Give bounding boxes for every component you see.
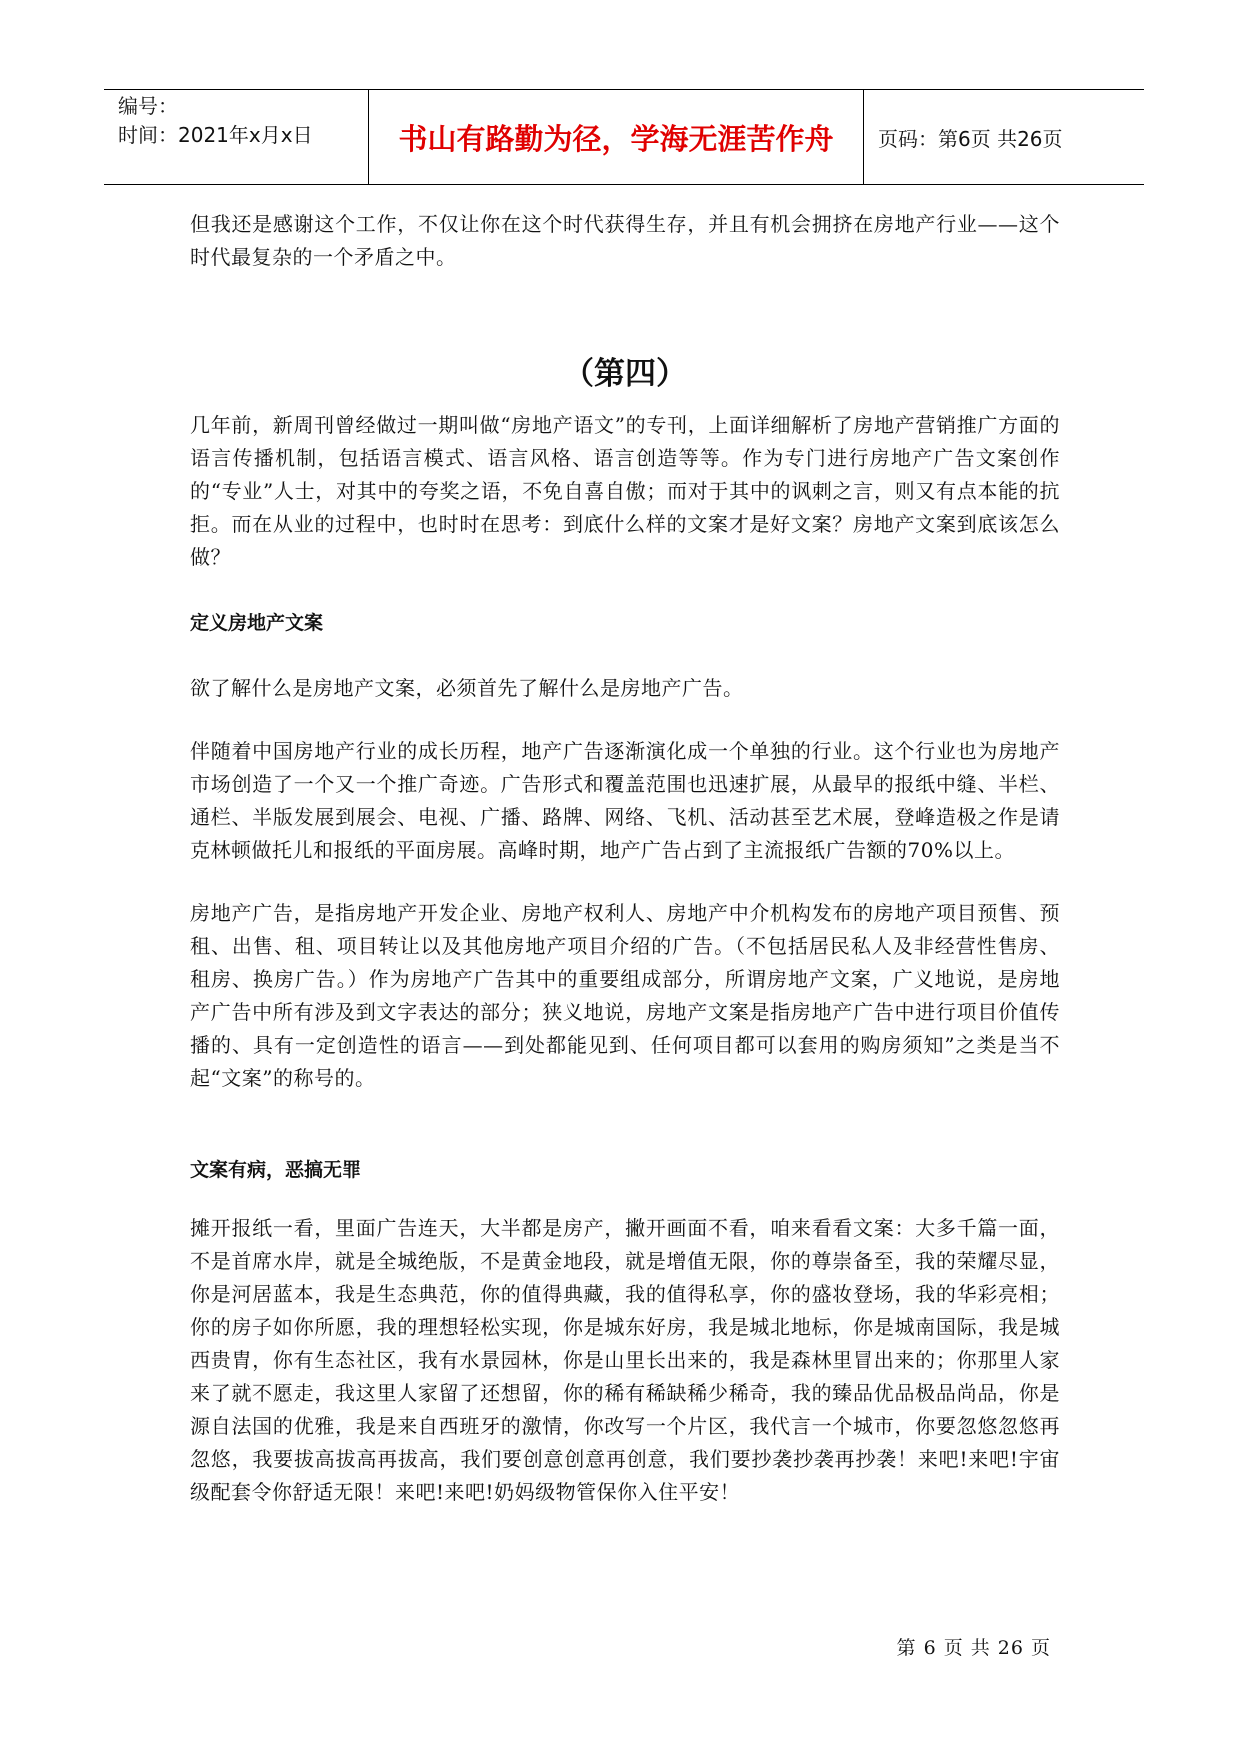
paragraph-satire: 摊开报纸一看，里面广告连天，大半都是房产，撇开画面不看，咱来看看文案：大多千篇一面，不是首席水岸，就是全城绝版，不是黄金地段，就是增值无限，你的尊崇备至，我的荣耀尽显，你是河居蓝本，我是生态典范，你的值得典藏，我的值得私享，你的盛妆登场，我的华彩亮相；你的房子如你所愿，我的理想轻松实现，你是城东好房，我是城北地标，你是城南国际，我是城西贵胄，你有生态社区，我有水景园林，你是山里长出来的，我是森林里冒出来的；你那里人家来了就不愿走，我这里人家留了还想留，你的稀有稀缺稀少稀奇，我的臻品优品极品尚品，你是源自法国的优雅，我是来自西班牙的激情，你改写一个片区，我代言一个城市，你要忽悠忽悠再忽悠，我要拔高拔高再拔高，我们要创意创意再创意，我们要抄袭抄袭再抄袭！来吧!来吧!宇宙级配套令你舒适无限！来吧!来吧!奶妈级物管保你入住平安！: [190, 1216, 1060, 1504]
chapter-title: （第四）: [563, 356, 687, 392]
paragraph-intro-essay: 几年前，新周刊曾经做过一期叫做“房地产语文”的专刊，上面详细解析了房地产营销推广方面的语言传播机制，包括语言模式、语言风格、语言创造等等。作为专门进行房地产广告文案创作的“专业”人士，对其中的夸奖之语，不免自喜自傲；而对于其中的讽刺之言，则又有点本能的抗拒。而在从业的过程中，也时时在思考：到底什么样的文案才是好文案？房地产文案到底该怎么做？: [190, 413, 1060, 569]
header-table: [104, 89, 1144, 185]
paragraph-industry-history: 伴随着中国房地产行业的成长历程，地产广告逐渐演化成一个单独的行业。这个行业也为房地产市场创造了一个又一个推广奇迹。广告形式和覆盖范围也迅速扩展，从最早的报纸中缝、半栏、通栏、半版发展到展会、电视、广播、路牌、网络、飞机、活动甚至艺术展，登峰造极之作是请克林顿做托儿和报纸的平面房展。高峰时期，地产广告占到了主流报纸广告额的70%以上。: [190, 739, 1060, 862]
number-label: 编号：: [118, 94, 178, 118]
paragraph-definition-detail: 房地产广告，是指房地产开发企业、房地产权利人、房地产中介机构发布的房地产项目预售、预租、出售、租、项目转让以及其他房地产项目介绍的广告。（不包括居民私人及非经营性售房、租房、换房广告。）作为房地产广告其中的重要组成部分，所谓房地产文案，广义地说，是房地产广告中所有涉及到文字表达的部分；狭义地说，房地产文案是指房地产广告中进行项目价值传播的、具有一定创造性的语言——到处都能见到、任何项目都可以套用的购房须知”之类是当不起“文案”的称号的。: [190, 901, 1060, 1090]
document-body: [190, 208, 1060, 1509]
header-motto-cell: [369, 90, 864, 184]
section-heading-copy-sick: 文案有病，恶搞无罪: [190, 1159, 362, 1181]
section-heading-define: 定义房地产文案: [190, 612, 324, 634]
paragraph-definition-lead: 欲了解什么是房地产文案，必须首先了解什么是房地产广告。: [190, 676, 744, 700]
header-info-cell: [104, 90, 369, 184]
page-label: 页码：第6页 共26页: [878, 126, 1063, 151]
motto-text: 书山有路勤为径，学海无涯苦作舟: [398, 121, 834, 156]
intro-paragraph: 但我还是感谢这个工作，不仅让你在这个时代获得生存，并且有机会拥挤在房地产行业——这个时代最复杂的一个矛盾之中。: [190, 212, 1060, 269]
header-page-cell: [864, 90, 1144, 184]
time-label: 时间：2021年x月x日: [118, 123, 313, 147]
page-footer: 第 6 页 共 26 页: [896, 1637, 1051, 1659]
